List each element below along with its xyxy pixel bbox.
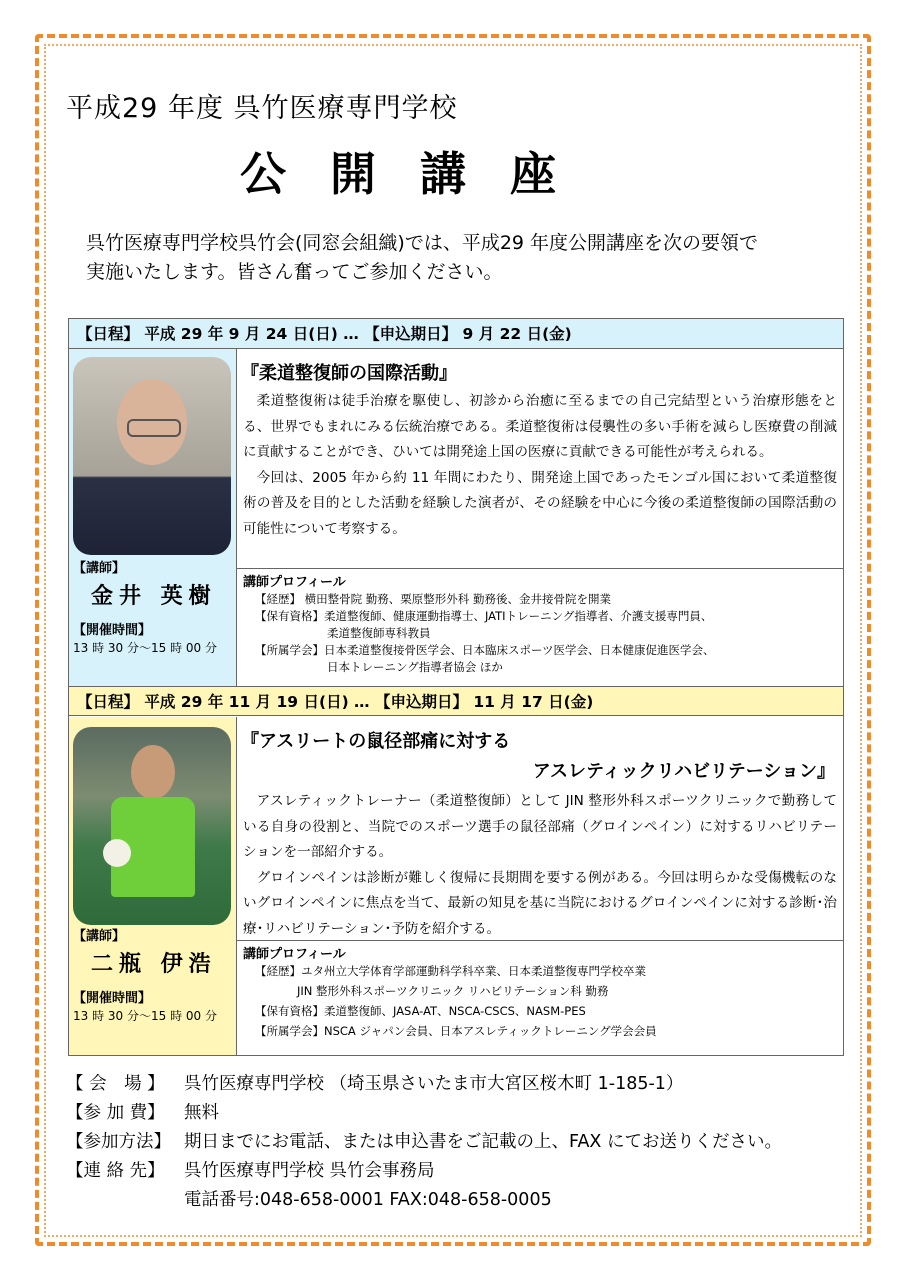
lecture-2-paragraph-2: グロインペインは診断が難しく復帰に長期間を要する例がある。今回は明らかな受傷機転のないグロインペインに焦点を当て、最新の知見を基に当院におけるグロインペインに対する診断･治療･リハビリテーション･予防を紹介する。 bbox=[243, 869, 837, 937]
profile-line: 【所属学会】日本柔道整復接骨医学会、日本臨床スポーツ医学会、日本健康促進医学会、 bbox=[255, 643, 715, 657]
lecture-1-body bbox=[243, 389, 837, 543]
lecture-1-lecturer-panel bbox=[69, 349, 237, 686]
time-label: 【開催時間】 bbox=[73, 991, 152, 1006]
time-label: 【開催時間】 bbox=[73, 623, 152, 638]
profile-line: 柔道整復師専科教員 bbox=[327, 626, 431, 640]
lecturer-label: 【講師】 bbox=[73, 929, 126, 944]
fee-value: 無料 bbox=[184, 1103, 219, 1123]
venue-label: 【 会 場 】 bbox=[66, 1074, 165, 1094]
profile-line: JIN 整形外科スポーツクリニック リハビリテーション科 勤務 bbox=[297, 984, 609, 998]
lecture-2-paragraph-1: アスレティックトレーナー（柔道整復師）として JIN 整形外科スポーツクリニックで勤務している自身の役割と、当院でのスポーツ選手の鼠径部痛（グロインペイン）に対するリハビリテーションを一部紹介する。 bbox=[243, 793, 837, 861]
lecture-2-body bbox=[243, 789, 837, 943]
profile-line: 日本トレーニング指導者協会 ほか bbox=[327, 660, 503, 674]
ball-icon bbox=[103, 839, 131, 867]
lecture-1-paragraph-1: 柔道整復術は徒手治療を駆使し、初診から治癒に至るまでの自己完結型という治療形態をとる、世界でもまれにみる伝統治療である。柔道整復術は侵襲性の多い手術を減らし医療費の削減に貢献することができ、ひいては開発途上国の医療に貢献できる可能性が考えられる。 bbox=[243, 393, 837, 461]
profile-heading: 講師プロフィール bbox=[243, 575, 346, 590]
lecture-2-profile bbox=[237, 940, 843, 1055]
lecturer-2-face bbox=[131, 745, 175, 799]
profile-line: 【経歴】 横田整骨院 勤務、栗原整形外科 勤務後、金井接骨院を開業 bbox=[255, 592, 611, 606]
lecturer-label: 【講師】 bbox=[73, 561, 126, 576]
lecture-2-title-line-1: 『アスリートの鼠径部痛に対する bbox=[241, 731, 511, 752]
fee-label: 【参 加 費】 bbox=[66, 1103, 165, 1123]
profile-line: 【経歴】ユタ州立大学体育学部運動科学科卒業、日本柔道整復専門学校卒業 bbox=[255, 964, 646, 978]
lecture-1-date-bar: 【日程】 平成 29 年 9 月 24 日(日) … 【申込期日】 9 月 22 日(金) bbox=[69, 319, 843, 349]
profile-line: 【保有資格】柔道整復師、JASA-AT、NSCA-CSCS、NASM-PES bbox=[255, 1004, 586, 1018]
time-value: 13 時 30 分～15 時 00 分 bbox=[73, 641, 217, 655]
time-value: 13 時 30 分～15 時 00 分 bbox=[73, 1009, 217, 1023]
venue-row bbox=[66, 1070, 683, 1095]
lecture-1-title: 『柔道整復師の国際活動』 bbox=[241, 363, 457, 384]
method-value: 期日までにお電話、または申込書をご記載の上、FAX にてお送りください。 bbox=[184, 1132, 782, 1152]
lecturer-1-photo bbox=[73, 357, 231, 555]
contact-value: 呉竹医療専門学校 呉竹会事務局 bbox=[184, 1161, 435, 1181]
method-row bbox=[66, 1128, 782, 1153]
fee-row bbox=[66, 1099, 219, 1124]
year-title: 平成29 年度 呉竹医療専門学校 bbox=[66, 93, 458, 124]
method-label: 【参加方法】 bbox=[66, 1132, 171, 1152]
intro-text bbox=[86, 229, 856, 287]
intro-line-2: 実施いたします。皆さん奮ってご参加ください。 bbox=[86, 261, 503, 283]
lecturer-2-name: 二瓶 伊浩 bbox=[91, 952, 217, 977]
glasses-icon bbox=[127, 419, 181, 437]
contact-row bbox=[66, 1157, 435, 1182]
phone-fax-line: 電話番号:048-658-0001 FAX:048-658-0005 bbox=[184, 1190, 552, 1210]
contact-label: 【連 絡 先】 bbox=[66, 1161, 165, 1181]
lecture-2-date-bar: 【日程】 平成 29 年 11 月 19 日(日) … 【申込期日】 11 月 17 日(金) bbox=[69, 686, 843, 716]
profile-line: 【保有資格】柔道整復師、健康運動指導士、JATIトレーニング指導者、介護支援専門員、 bbox=[255, 609, 713, 623]
profile-heading: 講師プロフィール bbox=[243, 947, 346, 962]
lecturer-2-photo bbox=[73, 727, 231, 925]
page-title: 公開講座 bbox=[240, 147, 600, 201]
lecture-1-paragraph-2: 今回は、2005 年から約 11 年間にわたり、開発途上国であったモンゴル国において柔道整復術の普及を目的とした活動を経験した演者が、その経験を中心に今後の柔道整復師の国際活動の可能性について考察する。 bbox=[243, 469, 837, 537]
lecturer-1-name: 金井 英樹 bbox=[91, 584, 217, 609]
lecture-1-profile bbox=[237, 568, 843, 686]
venue-value: 呉竹医療専門学校 （埼玉県さいたま市大宮区桜木町 1-185-1） bbox=[184, 1074, 684, 1094]
lecture-2-lecturer-panel bbox=[69, 717, 237, 1055]
profile-line: 【所属学会】NSCA ジャパン会員、日本アスレティックトレーニング学会会員 bbox=[255, 1024, 657, 1038]
intro-line-1: 呉竹医療専門学校呉竹会(同窓会組織)では、平成29 年度公開講座を次の要領で bbox=[86, 232, 759, 254]
lecture-table bbox=[68, 318, 844, 1056]
lecture-2-title-line-2: アスレティックリハビリテーション』 bbox=[532, 761, 835, 782]
